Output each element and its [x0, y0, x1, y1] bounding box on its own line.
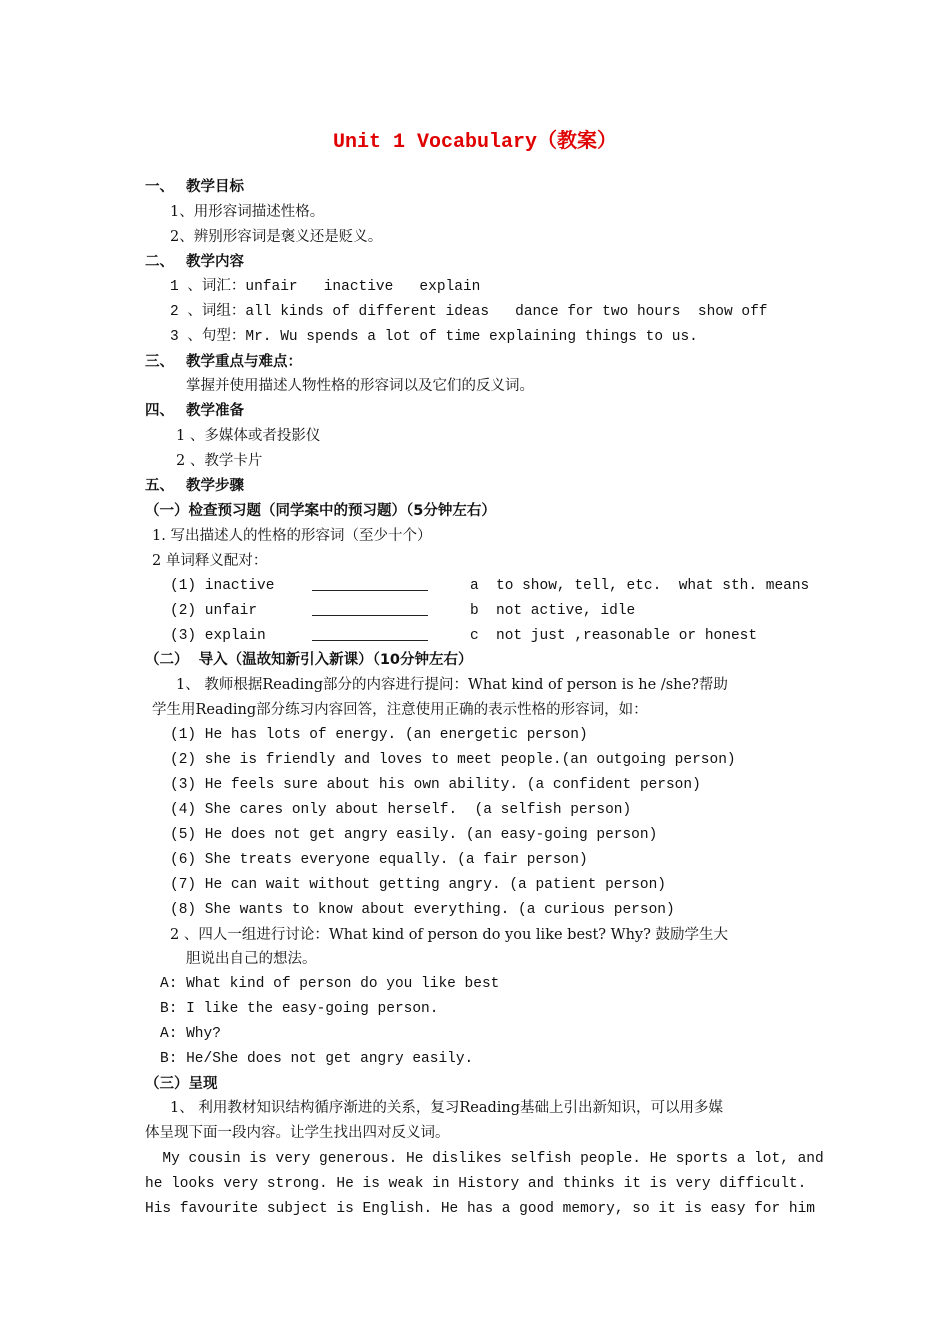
section-4-heading: 教学准备 — [186, 403, 244, 419]
dialog-line-1: A: What kind of person do you like best — [160, 976, 500, 992]
step-3-paragraph-2c: His favourite subject is English. He has a good memory, so it is easy for him — [145, 1201, 816, 1217]
match-blank-3 — [312, 626, 428, 647]
step-2-paragraph-2a: 2 、四人一组进行讨论：What kind of person do you like best? Why? 鼓励学生大 — [170, 927, 729, 943]
example-item-8: (8) She wants to know about everything. (a curious person) — [170, 902, 675, 918]
section-2-line-1: 1 、词汇：unfair inactive explain — [170, 279, 481, 295]
step-2-paragraph-1b: 学生用Reading部分练习内容回答，注意使用正确的表示性格的形容词，如： — [152, 702, 648, 718]
step-3-paragraph-2b: he looks very strong. He is weak in History and thinks it is very difficult. — [145, 1176, 807, 1192]
section-2-heading: 教学内容 — [186, 254, 244, 270]
dialog-line-2: B: I like the easy-going person. — [160, 1001, 439, 1017]
dialog-line-3: A: Why? — [160, 1026, 221, 1042]
section-3-number: 三、 — [145, 354, 174, 370]
section-2-line-2: 2 、词组：all kinds of different ideas dance for two hours show off — [170, 304, 768, 320]
section-4-number: 四、 — [145, 403, 174, 419]
match-blank-2 — [312, 601, 428, 622]
example-item-3: (3) He feels sure about his own ability. (a confident person) — [170, 777, 701, 793]
section-3-line-1: 掌握并使用描述人物性格的形容词以及它们的反义词。 — [186, 378, 534, 394]
step-2-heading: （二） 导入（温故知新引入新课）（10分钟左右） — [145, 652, 473, 668]
section-1-heading: 教学目标 — [186, 179, 244, 195]
document-title: Unit 1 Vocabulary（教案） — [332, 131, 618, 154]
match-def-3: not just ,reasonable or honest — [496, 628, 758, 644]
step-1-question-1: 1. 写出描述人的性格的形容词（至少十个） — [152, 528, 432, 544]
section-1-line-2: 2、辨别形容词是褒义还是贬义。 — [170, 229, 383, 245]
step-3-paragraph-1a: 1、 利用教材知识结构循序渐进的关系，复习Reading基础上引出新知识，可以用多媒 — [170, 1100, 724, 1116]
step-1-question-2: 2 单词释义配对： — [152, 553, 268, 569]
step-3-paragraph-2a: My cousin is very generous. He dislikes selfish people. He sports a lot, and — [145, 1151, 824, 1167]
example-item-2: (2) she is friendly and loves to meet people.(an outgoing person) — [170, 752, 736, 768]
section-5-heading: 教学步骤 — [186, 478, 244, 494]
section-4-line-1: 1 、多媒体或者投影仪 — [176, 428, 321, 444]
match-letter-2: b — [470, 603, 479, 619]
match-def-2: not active, idle — [496, 603, 636, 619]
match-left-2: (2) unfair — [170, 603, 258, 619]
step-2-paragraph-2b: 胆说出自己的想法。 — [186, 951, 317, 967]
section-1-number: 一、 — [145, 179, 174, 195]
match-left-3: (3) explain — [170, 628, 266, 644]
dialog-line-4: B: He/She does not get angry easily. — [160, 1051, 474, 1067]
step-3-paragraph-1b: 体呈现下面一段内容。让学生找出四对反义词。 — [145, 1125, 450, 1141]
section-4-line-2: 2 、教学卡片 — [176, 453, 263, 469]
example-item-5: (5) He does not get angry easily. (an easy-going person) — [170, 827, 658, 843]
match-letter-1: a — [470, 578, 479, 594]
section-1-line-1: 1、用形容词描述性格。 — [170, 204, 325, 220]
example-item-7: (7) He can wait without getting angry. (a patient person) — [170, 877, 666, 893]
example-item-1: (1) He has lots of energy. (an energetic person) — [170, 727, 588, 743]
section-2-number: 二、 — [145, 254, 174, 270]
step-3-heading: （三）呈现 — [145, 1076, 218, 1092]
match-left-1: (1) inactive — [170, 578, 275, 594]
section-3-heading: 教学重点与难点： — [186, 354, 302, 370]
step-1-heading: （一）检查预习题（同学案中的预习题）（5分钟左右） — [145, 503, 496, 519]
example-item-6: (6) She treats everyone equally. (a fair person) — [170, 852, 588, 868]
match-blank-1 — [312, 576, 428, 597]
section-2-line-3: 3 、句型：Mr. Wu spends a lot of time explaining things to us. — [170, 329, 698, 345]
section-5-number: 五、 — [145, 478, 174, 494]
example-item-4: (4) She cares only about herself. (a selfish person) — [170, 802, 632, 818]
match-letter-3: c — [470, 628, 479, 644]
step-2-paragraph-1a: 1、 教师根据Reading部分的内容进行提问：What kind of person is he /she?帮助 — [176, 677, 728, 693]
match-def-1: to show, tell, etc. what sth. means — [496, 578, 810, 594]
